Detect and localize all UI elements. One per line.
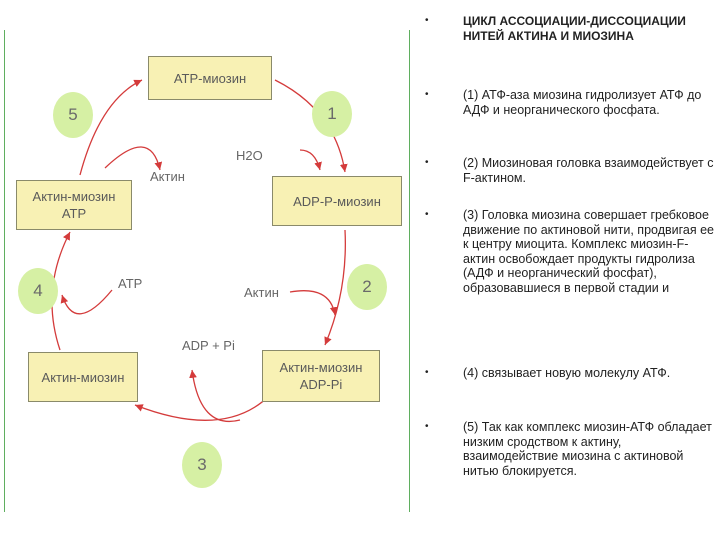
bullet-title-text: ЦИКЛ АССОЦИАЦИИ-ДИССОЦИАЦИИ НИТЕЙ АКТИНА И МИОЗИНА	[463, 14, 686, 43]
step-circle-3: 3	[182, 442, 222, 488]
bullet-dot: •	[425, 157, 429, 168]
bullet-step-1-text: (1) АТФ-аза миозина гидролизует АТФ до АДФ и неорганического фосфата.	[463, 88, 702, 117]
arrow-adp-p-myosin-to-actomyosin-adp-p	[325, 230, 345, 345]
arrow-adp-p-release	[192, 370, 240, 421]
step-circle-5: 5	[53, 92, 93, 138]
arrow-actomyosin-adp-p-to-actomyosin	[135, 395, 270, 420]
arrow-water-branch	[300, 150, 320, 170]
box-actomyosin	[28, 352, 138, 402]
box-actomyosin-adp-p-line1: Актин-миозин	[279, 360, 363, 375]
bullet-dot: •	[425, 421, 429, 432]
box-atp-myosin-label: ATP-миозин	[173, 70, 247, 86]
box-actomyosin-adp-p-line2: ADP-Pi	[299, 377, 343, 392]
box-actomyosin-adp-p	[262, 350, 380, 402]
step-circle-2: 2	[347, 264, 387, 310]
box-actomyosin-label: Актин-миозин	[41, 369, 125, 385]
bullet-step-4-text: (4) связывает новую молекулу АТФ.	[463, 366, 671, 380]
box-adp-p-myosin	[272, 176, 402, 226]
box-actomyosin-atp-line1: Актин-миозин	[32, 189, 116, 204]
label-h2o: H2O	[236, 148, 263, 163]
bullet-dot: •	[425, 89, 429, 100]
bullet-dot: •	[425, 15, 429, 26]
label-adp-p: ADP + Pi	[182, 338, 235, 353]
step-circle-4: 4	[18, 268, 58, 314]
step-circle-1: 1	[312, 91, 352, 137]
box-adp-p-myosin-label: ADP-P-миозин	[293, 193, 381, 209]
bullet-dot: •	[425, 367, 429, 378]
bullet-dot: •	[425, 209, 429, 220]
arrow-atp-binding	[62, 290, 112, 314]
label-actin-mid: Актин	[244, 285, 279, 300]
box-actomyosin-atp	[16, 180, 132, 230]
arrow-actin-branch-mid	[290, 291, 335, 315]
label-atp: ATP	[118, 276, 143, 291]
box-atp-myosin	[148, 56, 272, 100]
bullet-step-2-text: (2) Миозиновая головка взаимодействует с F-актином.	[463, 156, 714, 185]
arrow-actin-release	[105, 147, 160, 170]
bullet-step-5-text: (5) Так как комплекс миозин-АТФ обладает низким сродством к актину, взаимодействие миозина с актиновой нитью блокируется.	[463, 420, 712, 478]
label-actin-top: Актин	[150, 169, 185, 184]
box-actomyosin-atp-line2: ATP	[61, 206, 87, 221]
bullet-step-3-text: (3) Головка миозина совершает гребковое движение по актиновой нити, продвигая ее к центру миоцита. Комплекс миозин-F-актин освобождает продукты гидролиза (АДФ и неорганический фосфат), образовавшиеся в первой стадии и	[463, 208, 715, 295]
